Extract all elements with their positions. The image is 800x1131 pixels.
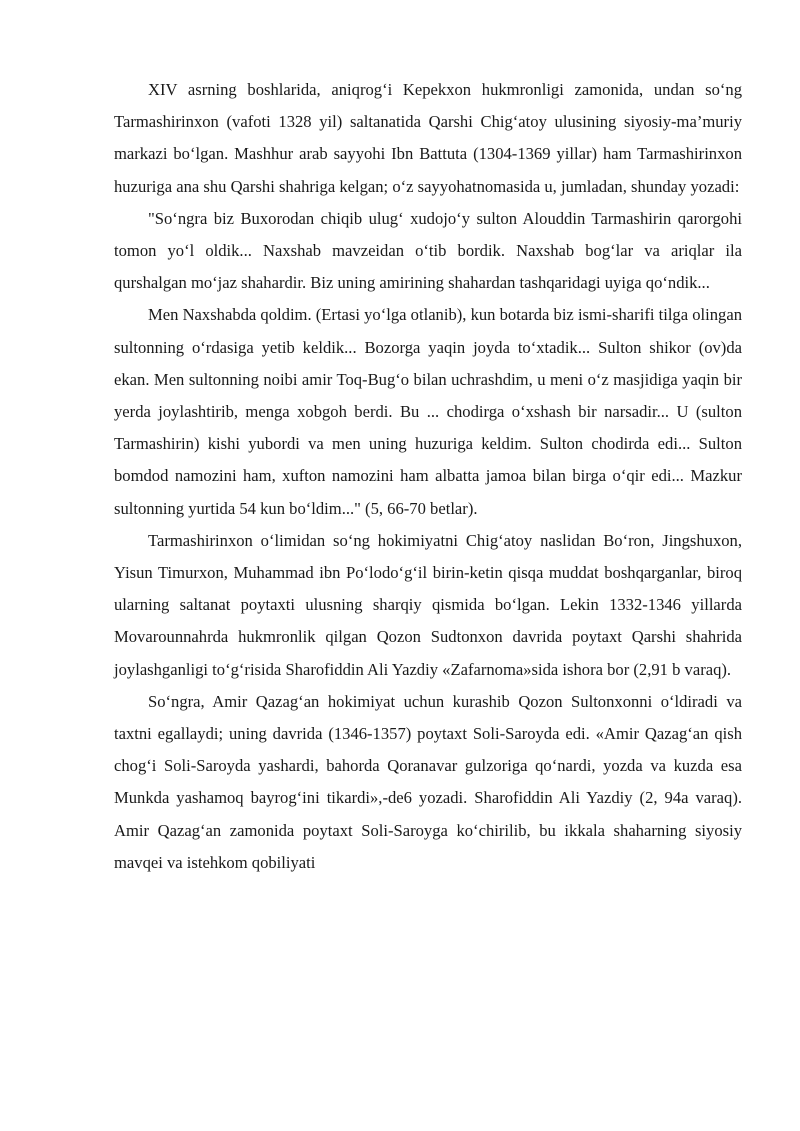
paragraph-5: So‘ngra, Amir Qazag‘an hokimiyat uchun kurashib Qozon Sultonxonni o‘ldiradi va taxtni egallaydi; uning davrida (1346-1357) poytaxt Soli-Saroyda edi. «Amir Qazag‘an qish chog‘i Soli-Saroyda yashardi, bahorda Qoranavar gulzoriga qo‘nardi, yozda va kuzda esa Munkda yashamoq bayrog‘ini tikardi»,-de6 yozadi. Sharofiddin Ali Yazdiy (2, 94a varaq). Amir Qazag‘an zamonida poytaxt Soli-Saroyga ko‘chirilib, bu ikkala shaharning siyosiy mavqei va istehkom qobiliyati [114,691,742,872]
paragraph-2: "So‘ngra biz Buxorodan chiqib ulug‘ xudojo‘y sulton Alouddin Tarmashirin qarorgohi tomon yo‘l oldik... Naxshab mavzeidan o‘tib bordik. Naxshab bog‘lar va ariqlar ila qurshalgan mo‘jaz shahardir. Biz uning amirining shahardan tashqaridagi uyiga qo‘ndik... [114,208,742,293]
paragraph-1: XIV asrning boshlarida, aniqrog‘i Kepekxon hukmronligi zamonida, undan so‘ng Tarmashirinxon (vafoti 1328 yil) saltanatida Qarshi Chig‘atoy ulusining siyosiy-ma’muriy markazi bo‘lgan. Mashhur arab sayyohi Ibn Battuta (1304-1369 yillar) ham Tarmashirinxon huzuriga ana shu Qarshi shahriga kelgan; o‘z sayyohatnomasida u, jumladan, shunday yozadi: [114,80,742,196]
document-page [114,74,742,879]
paragraph-4: Tarmashirinxon o‘limidan so‘ng hokimiyatni Chig‘atoy naslidan Bo‘ron, Jingshuxon, Yisun Timurxon, Muhammad ibn Po‘lodo‘g‘il birin-ketin qisqa muddat boshqarganlar, biroq ularning saltanat poytaxti ulusning sharqiy qismida bo‘lgan. Lekin 1332-1346 yillarda Movarounnahrda hukmronlik qilgan Qozon Sudtonxon davrida poytaxt Qarshi shahrida joylashganligi to‘g‘risida Sharofiddin Ali Yazdiy «Zafarnoma»sida ishora bor (2,91 b varaq). [114,530,742,679]
paragraph-3: Men Naxshabda qoldim. (Ertasi yo‘lga otlanib), kun botarda biz ismi-sharifi tilga olingan sultonning o‘rdasiga yetib keldik... Bozorga yaqin joyda to‘xtadik... Sulton shikor (ov)da ekan. Men sultonning noibi amir Toq-Bug‘o bilan uchrashdim, u meni o‘z masjidiga yaqin bir yerda joylashtirib, menga xobgoh berdi. Bu ... chodirga o‘xshash bir narsadir... U (sulton Tarmashirin) kishi yubordi va men uning huzuriga keldim. Sulton chodirda edi... Sulton bomdod namozini ham, xufton namozini ham albatta jamoa bilan birga o‘qir edi... Mazkur sultonning yurtida 54 kun bo‘ldim..." (5, 66-70 betlar). [114,305,743,518]
